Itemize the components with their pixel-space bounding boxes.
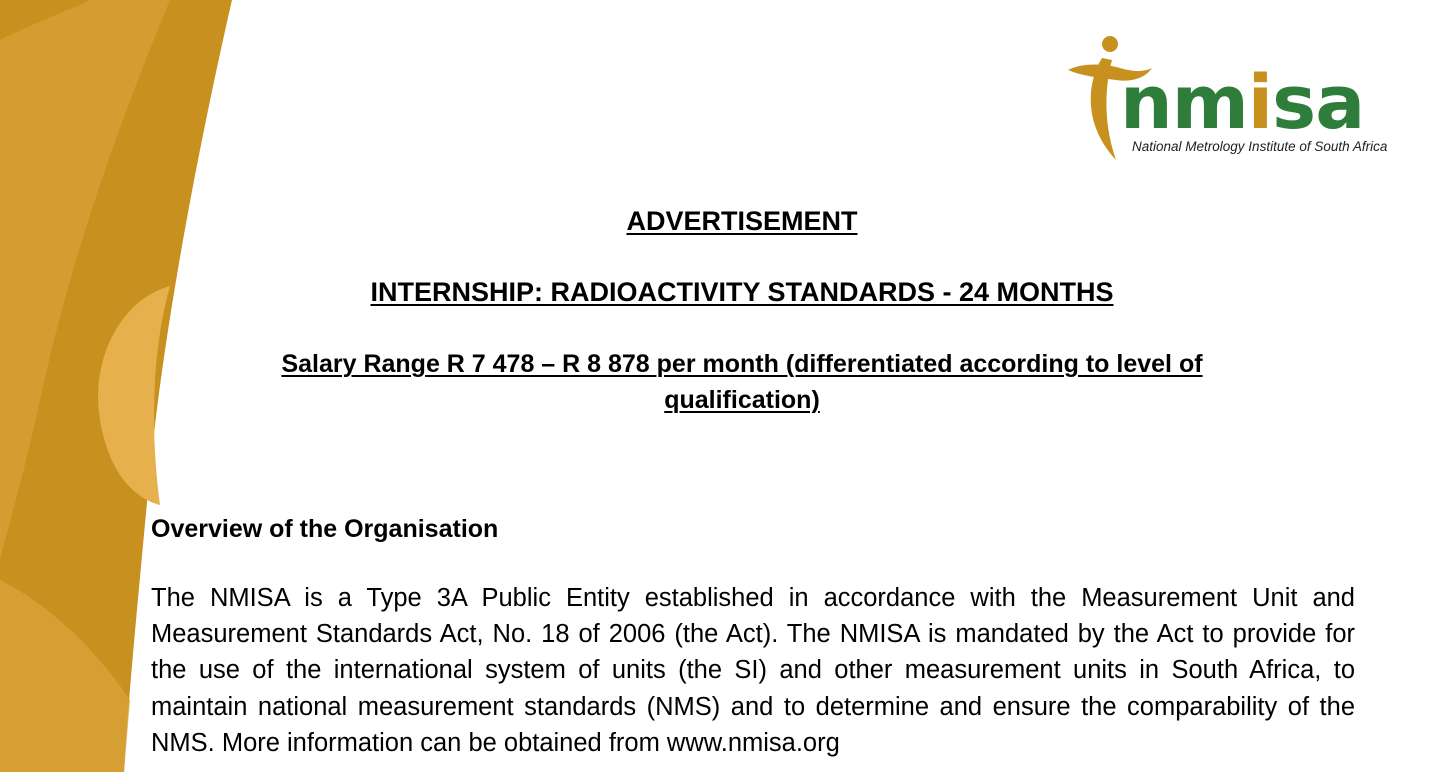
internship-title: INTERNSHIP: RADIOACTIVITY STANDARDS - 24 MONTHS bbox=[370, 277, 1114, 307]
wordmark-letter-n: n bbox=[1120, 60, 1172, 146]
wordmark-letter-i: i bbox=[1247, 60, 1273, 146]
nmisa-logo bbox=[1064, 26, 1409, 166]
wordmark-letter-m: m bbox=[1171, 60, 1248, 146]
advertisement-heading: ADVERTISEMENT bbox=[626, 206, 858, 236]
wordmark-letter-a: a bbox=[1315, 60, 1365, 146]
logo-tagline: National Metrology Institute of South Africa bbox=[1132, 139, 1388, 154]
overview-section-title: Overview of the Organisation bbox=[151, 515, 499, 543]
wordmark-letter-s: s bbox=[1272, 60, 1316, 146]
nmisa-wordmark bbox=[1120, 60, 1365, 146]
overview-paragraph: The NMISA is a Type 3A Public Entity established in accordance with the Measurement Unit and Measurement Standards Act, No. 18 of 2006 (the Act). The NMISA is mandated by the Act to provide for the use of the international system of units (the SI) and other measurement units in South Africa, to maintain national measurement standards (NMS) and to determine and ensure the comparability of the NMS. More information can be obtained from www.nmisa.org bbox=[151, 584, 1355, 757]
salary-range: Salary Range R 7 478 – R 8 878 per month (differentiated according to level of qualification) bbox=[281, 350, 1203, 414]
